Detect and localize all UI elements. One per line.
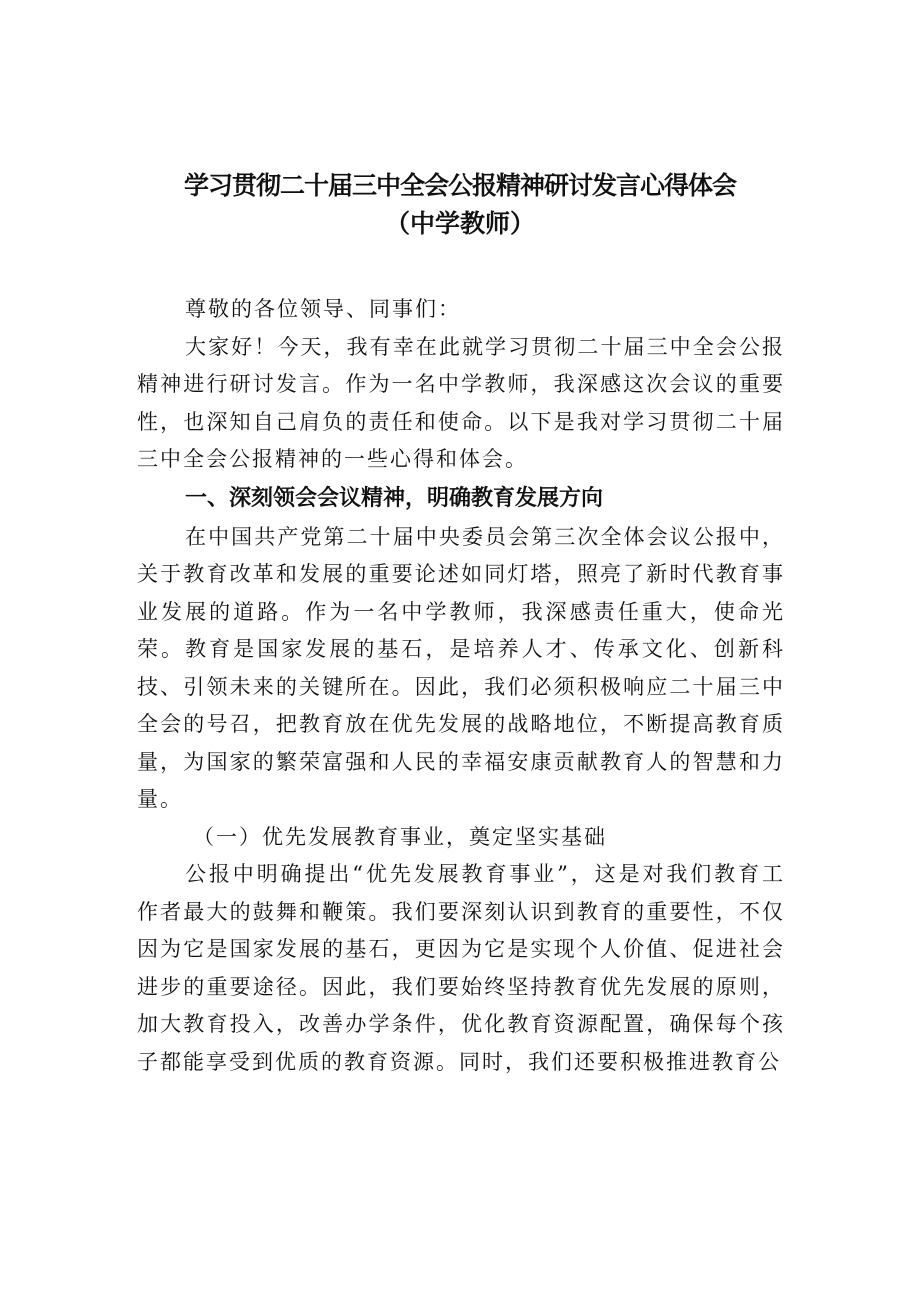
- subsection-1-paragraph: 公报中明确提出“优先发展教育事业”，这是对我们教育工作者最大的鼓舞和鞭策。我们要深刻认识到教育的重要性，不仅因为它是国家发展的基石，更因为它是实现个人价值、促进社会进步的重要途径。因此，我们要始终坚持教育优先发展的原则，加大教育投入，改善办学条件，优化教育资源配置，确保每个孩子都能享受到优质的教育资源。同时，我们还要积极推进教育公: [137, 862, 785, 1074]
- document-title: 学习贯彻二十届三中全会公报精神研讨发言心得体会: [183, 171, 736, 200]
- section-1-heading: 一、深刻领会会议精神，明确教育发展方向: [185, 485, 604, 511]
- intro-paragraph: 大家好！今天，我有幸在此就学习贯彻二十届三中全会公报精神进行研讨发言。作为一名中学教师，我深感这次会议的重要性，也深知自己肩负的责任和使命。以下是我对学习贯彻二十届三中全会公报精神的一些心得和体会。: [137, 334, 785, 471]
- document-subtitle: （中学教师）: [384, 209, 535, 238]
- section-1-paragraph: 在中国共产党第二十届中央委员会第三次全体会议公报中，关于教育改革和发展的重要论述如同灯塔，照亮了新时代教育事业发展的道路。作为一名中学教师，我深感责任重大，使命光荣。教育是国家发展的基石，是培养人才、传承文化、创新科技、引领未来的关键所在。因此，我们必须积极响应二十届三中全会的号召，把教育放在优先发展的战略地位，不断提高教育质量，为国家的繁荣富强和人民的幸福安康贡献教育人的智慧和力量。: [137, 524, 785, 811]
- salutation: 尊敬的各位领导、同事们：: [185, 297, 461, 321]
- subsection-1-heading: （一）优先发展教育事业，奠定坚实基础: [193, 824, 607, 849]
- document-body: [137, 291, 785, 1081]
